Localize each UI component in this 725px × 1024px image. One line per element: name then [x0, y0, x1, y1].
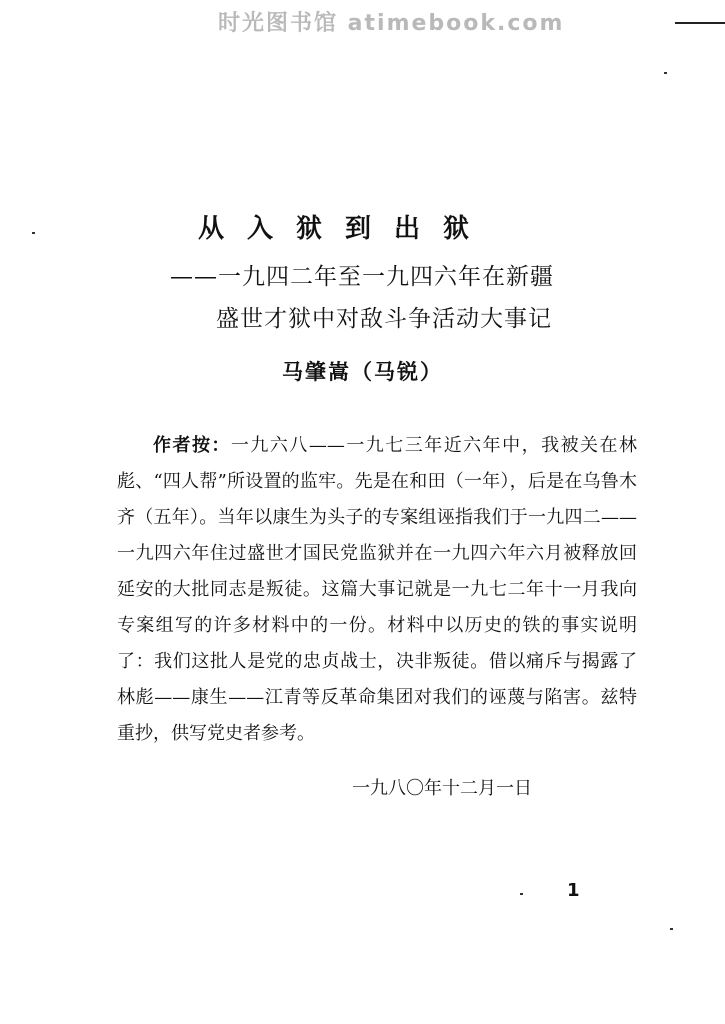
subtitle-line-2: 盛世才狱中对敌斗争活动大事记	[216, 306, 552, 332]
author-note-body: 一九六八——一九七三年近六年中，我被关在林彪、“四人帮”所设置的监牢。先是在和田（一年），后是在乌鲁木齐（五年）。当年以康生为头子的专案组诬指我们于一九四二——一九四六年住过盛世才国民党监狱并在一九四六年六月被释放回延安的大批同志是叛徒。这篇大事记就是一九七二年十一月我向专案组写的许多材料中的一份。材料中以历史的铁的事实说明了：我们这批人是党的忠贞战士，决非叛徒。借以痛斥与揭露了林彪——康生——江青等反革命集团对我们的诬蔑与陷害。兹特重抄，供写党史者参考。	[117, 435, 638, 744]
scan-speck	[664, 72, 667, 74]
author-note	[117, 428, 637, 752]
author-note-lead: 作者按：	[153, 435, 231, 456]
subtitle-line-1: ——一九四二年至一九四六年在新疆	[170, 264, 554, 290]
scan-speck	[670, 928, 673, 930]
page-number: 1	[567, 880, 580, 901]
scan-speck	[520, 893, 523, 895]
site-watermark: 时光图书馆 atimebook.com	[218, 11, 565, 36]
note-date: 一九八〇年十二月一日	[352, 778, 532, 799]
scan-speck	[32, 232, 35, 234]
author-name: 马肇嵩（马锐）	[282, 359, 443, 384]
corner-rule	[675, 22, 725, 24]
article-title: 从入狱到出狱	[198, 214, 493, 244]
